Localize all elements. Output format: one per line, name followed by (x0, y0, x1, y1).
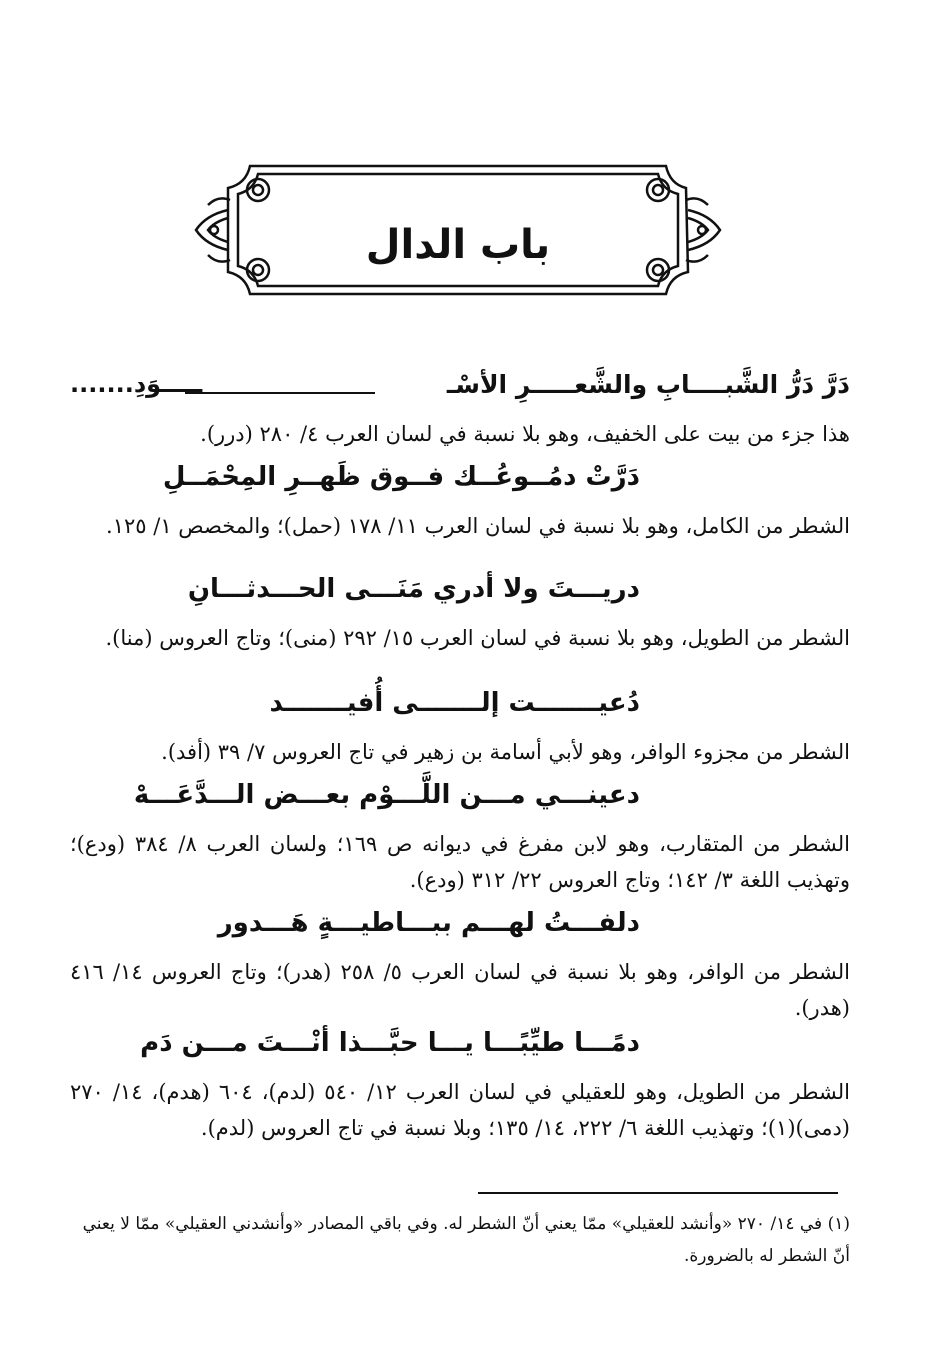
verse-second-half: ـــــوَدِ....... (70, 370, 203, 398)
entry-note: هذا جزء من بيت على الخفيف، وهو بلا نسبة في لسان العرب ٤/ ٢٨٠ (درر). (200, 422, 850, 446)
entry-note: الشطر من الطويل، وهو للعقيلي في لسان العرب ١٢/ ٥٤٠ (لدم)، ٦٠٤ (هدم)، ١٤/ ٢٧٠ (دمى)(١)؛ وتهذيب اللغة ٦/ ٢٢٢، ١٤/ ١٣٥؛ وبلا نسبة في تاج العروس (لدم). (70, 1080, 850, 1140)
entry-note: الشطر من المتقارب، وهو لابن مفرغ في ديوانه ص ١٦٩؛ ولسان العرب ٨/ ٣٨٤ (ودع)؛ وتهذيب اللغة ٣/ ١٤٢؛ وتاج العروس ٢٢/ ٣١٢ (ودع). (70, 832, 850, 892)
verse-line: دُعيـــــــت إلـــــــى أُفيـــــــد (269, 688, 640, 718)
entry-note: الشطر من الطويل، وهو بلا نسبة في لسان العرب ١٥/ ٢٩٢ (منى)؛ وتاج العروس (منا). (105, 626, 850, 650)
verse-line (70, 370, 850, 410)
footnote: (١) في ١٤/ ٢٧٠ «وأنشد للعقيلي» ممّا يعني أنّ الشطر له. وفي باقي المصادر «وأنشدني العقيلي» ممّا لا يعني أنّ الشطر له بالضرورة. (82, 1214, 850, 1266)
verse-gap-line (185, 392, 375, 394)
verse-line: دلفـــتُ لهـــم ببـــاطيـــةٍ هَـــدور (217, 908, 640, 938)
chapter-title: باب الدال (365, 222, 551, 268)
verse-line: دمًـــا طيِّبًـــا يـــا حبَّـــذا أنْـــتَ مـــن دَم (140, 1028, 640, 1058)
verse-first-half: دَرَّ دَرُّ الشَّبــــابِ والشَّعـــــرِ الأسْـ (446, 370, 850, 399)
verse-line: دَرَّتْ دمُــوعُــك فــوق ظَهــرِ المِحْمَــلِ (162, 462, 640, 492)
verse-line: دريـــتَ ولا أدري مَنَـــى الحـــدثـــانِ (187, 574, 640, 604)
entry-note: الشطر من الكامل، وهو بلا نسبة في لسان العرب ١١/ ١٧٨ (حمل)؛ والمخصص ١/ ١٢٥. (106, 514, 850, 538)
verse-line: دعينـــي مـــن اللَّـــوْم بعـــض الـــدَّعَـــهْ (133, 780, 640, 810)
entry-note: الشطر من مجزوء الوافر، وهو لأبي أسامة بن زهير في تاج العروس ٧/ ٣٩ (أفد). (161, 740, 850, 764)
footnote-separator (478, 1192, 838, 1194)
chapter-title-frame (188, 160, 728, 300)
entry-note: الشطر من الوافر، وهو بلا نسبة في لسان العرب ٥/ ٢٥٨ (هدر)؛ وتاج العروس ١٤/ ٤١٦ (هدر). (70, 960, 850, 1020)
